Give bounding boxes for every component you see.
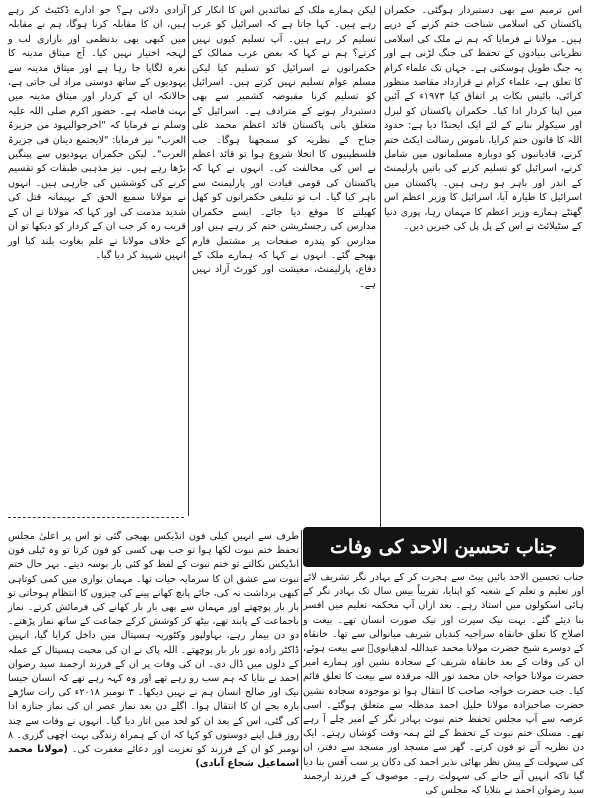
column-divider xyxy=(188,6,189,516)
column-right-paragraph: اس ترمیم سے بھی دستبردار ہوگئی۔ حکمران پاکستان کی اسلامی شناخت ختم کرنے کے درپے ہیں۔ مولانا نے فرمایا کہ ہم نے ملک کی اسلامی نظریاتی بنیادوں کے تحفظ کی جنگ لڑنی ہے اور یہ جنگ طویل ہوسکتی ہے۔ جہاں تک علماء کرام کا تعلق ہے، علماء کرام نے قرارداد مقاصد منظور کرائی، بائیس نکات پر اتفاق کیا ۱۹۷۳ء کے آئین میں اپنا کردار ادا کیا۔ حکمران پاکستان کو لبرل اور سیکولر بنانے کے لئے ایک ایجنڈا دیا ہے: حدود اللہ کا قانون ختم کرایا، ناموس رسالت ایکٹ ختم کرنے، قادیانیوں کو دوبارہ مسلمانوں میں شامل کرنے، اسرائیل کو تسلیم کرنے کی باتیں پارلیمنٹ کے اندر اور باہر ہو رہی ہیں۔ پاکستان میں اسرائیل کا طیارہ آیا، اسرائیل کا وزیر اعظم اس گھنٹے ہمارے وزیر اعظم کا مہمان رہا، پوری دنیا کے سٹیلائٹ نے اس کے پل پل کی خبریں دیں۔ xyxy=(384,5,582,233)
article-right-column xyxy=(303,571,584,797)
column-left-paragraph: آزادی دلائی ہے؟ جو ادارے ڈکٹیٹ کر رہے ہیں، ان کا مقابلہ کرنا ہوگا، ہم نے مقابلہ میں کبھی بھی بدنظمی اور بازاری لب و لہجہ اختیار نہیں کیا۔ آج میثاق مدینہ کا نعرہ لگایا جا رہا ہے اور میثاق مدینہ سے یہودیوں کے ساتھ دوستی مراد لی جاتی ہے، حالانکہ ان کے کردار اور میثاق مدینہ میں بہت فاصلہ ہے۔ حضور اکرم صلی اللہ علیہ وسلم نے فرمایا کہ "اخرجوالیہود من جزیرۃ العرب" نیز فرمایا: "لایجتمع دینان فی جزیرۃ العرب"۔ لیکن حکمران یہودیوں سے پینگیں بڑھا رہے ہیں۔ نیز مذہبی طبقات کو تقسیم کرنے کی کوششیں کی جارہی ہیں۔ انہوں نے مولانا سمیع الحق کے بہیمانہ قتل کی شدید مذمت کی اور کہا کہ مولانا نے ان کے قریب رہ کر جب ان کے کردار کو دیکھا تو ان کے خلاف مولانا نے علم بغاوت بلند کیا اور انہیں شہید کر دیا گیا۔ xyxy=(8,5,186,261)
column-left-text xyxy=(8,4,186,560)
column-divider xyxy=(301,530,302,770)
section-divider xyxy=(8,517,184,518)
article-byline: (مولانا محمد اسماعیل شجاع آبادی) xyxy=(8,744,299,770)
column-middle-paragraph: لیکن ہمارے ملک کے نمائندین اس کا انکار کر رہے ہیں۔ کہا جاتا ہے کہ اسرائیل کو عرب تسلیم کر رہے ہیں۔ آپ تسلیم کیوں نہیں کرتے؟ ہم نے کہا کہ بعض عرب ممالک کے حکمرانوں نے اسرائیل کو تسلیم کیا لیکن مسلم عوام تسلیم نہیں کرتے ہیں۔ اسرائیل کو تسلیم کرنا مقبوضہ کشمیر سے بھی دستبردار ہونے کے مترادف ہے۔ اسرائیل کے متعلق بانی پاکستان قائد اعظم محمد علی جناح کے نظریہ کو سمجھنا ہوگا۔ جب فلسطینیوں کا انخلا شروع ہوا تو قائد اعظم نے اس کی مخالفت کی۔ انہوں نے کہا کہ پاکستان کی قومی قیادت اور پارلیمنٹ سے باہر کیا گیا۔ اب تو تبلیغی حکمرانوں کو کھل کھیلنے کا موقع دیا جائے۔ ایسے حکمران مدارس کی رجسٹریشن ختم کر رہے ہیں اور مدارس کو پندرہ صفحات پر مشتمل فارم بھیجے گئے۔ انہوں نے کہا کہ ہمارے ملک کے دفاع، پارلیمنٹ، معیشت اور کورٹ آزاد نہیں ہے۔ xyxy=(192,5,376,290)
article-left-text: طرف سے انہیں کیلی فون انڈیکس بھیجی گئی تو اس پر اعلیٰ مجلس تحفظ ختم نبوت لکھا ہوا تو جب بھی کسی کو فون کرتا تو وہ ٹیلی فون انڈیکس نکالتے تو ختم نبوت کے لفظ کو کئی بار بوسہ دیتے۔ بہر حال ختم نبوت سے عشق ان کا سرمایہ حیات تھا۔ مہمان نوازی میں کمی کوتاہی کبھی برداشت نہ کی، جائے پانچ کھانے پینے کی چیزوں کا انتظام ہوجاتی تو بار بار پوچھتے اور مہمان سے بھی بار بار کھانے کی فرمائش کرتے۔ نماز باجماعت کے پابند تھے، بیٹھ کر کوشش کرکے جماعت کے ساتھ نماز پڑھتے۔ دو دن بیمار رہے، بہاولپور وکٹوریہ ہسپتال میں داخل کرایا گیا، انہیں ڈاکٹر زادہ نور بار بار پوچھتے۔ اللہ پاک نے ان کی محبت ہسپتال کے عملہ کے دلوں میں ڈال دی۔ ان کی وفات پر ان کے فرزند ارجمند سید رضوان احمد نے بتایا کہ ہم سب رو رہے تھے اور وہ کہہ رہے تھے کہ انسان جیسا نیک اور صالح انسان ہم نے نہیں دیکھا۔ ۳ نومبر ۲۰۱۸ء کی رات ساڑھے بارہ بجے ان کا انتقال ہوا۔ اگلے دن بعد نماز عصر ان کی نماز جنازہ ادا کی گئی، اس کے بعد ان کو لحد میں اتار دیا گیا۔ انہوں نے وفات سے چند روز قبل اپنے دوستوں کو کہا کہ ان کے ہمراہ زندگی بہت اچھی گزری۔ ۸ نومبر کو ان کے فرزند کو تعزیت اور دعائے مغفرت کی۔ xyxy=(8,531,299,756)
article-right-paragraph: جناب تحسین الاحد بائیں پیٹ سے ہجرت کر کے بہادر نگر تشریف لائے اور تعلیم و تعلم کے شعبہ کو اپنایا، تقریباً بیس سال تک بہادر نگر کے ہائی اسکولوں میں استاذ رہے۔ بعد ازاں آپ محکمہ تعلیم میں افسر بنا دیئے گئے۔ بہت نیک سیرت اور نیک صورت انسان تھے۔ بیعت و اصلاح کا تعلق خانقاہ سراجیہ کندیاں شریف میانوالی سے تھا۔ خانقاہ کے دوسرے شیخ حضرت مولانا محمد عبداللہ لدھیانویؒ سے بیعت ہوئے، ان کی وفات کے بعد خانقاہ شریف کے سجادہ نشین اور ہمارے امیر حضرت مولانا خواجہ خان محمد نور اللہ مرقدہ سے بیعت کا تعلق قائم کیا۔ جب حضرت خواجہ صاحب کا انتقال ہوا تو موجودہ سجادہ نشین حضرت صاحبزادہ مولانا خلیل احمد مدظلہ سے متعلق ہوگئے۔ اسی عرصہ سے آپ مجلس تحفظ ختم نبوت بہادر نگر کے امیر چلے آ رہے تھے۔ مسلک ختم نبوت کے تحفظ کے لئے ہمہ وقت کوشاں رہتے۔ ایک دن نظریہ آتے تو فون کرتے۔ گھر سے مسجد اور مسجد سے دفتر، ان کی سہولت کے پیش نظر بھائی نذیر احمد کی دکان پر سب آفس بنا دیا گیا تاکہ انہیں آنے جانے کی سہولت رہے۔ موصوف کے فرزند ارجمند سید رضوان احمد نے بتلایا کہ مجلس کی xyxy=(303,572,584,797)
article-left-paragraph xyxy=(8,530,299,771)
article-left-column xyxy=(8,530,299,770)
article-headline: جناب تحسین الاحد کی وفات xyxy=(303,527,584,567)
column-middle-text xyxy=(192,4,376,560)
column-right-text xyxy=(384,4,582,560)
column-divider xyxy=(380,6,381,556)
